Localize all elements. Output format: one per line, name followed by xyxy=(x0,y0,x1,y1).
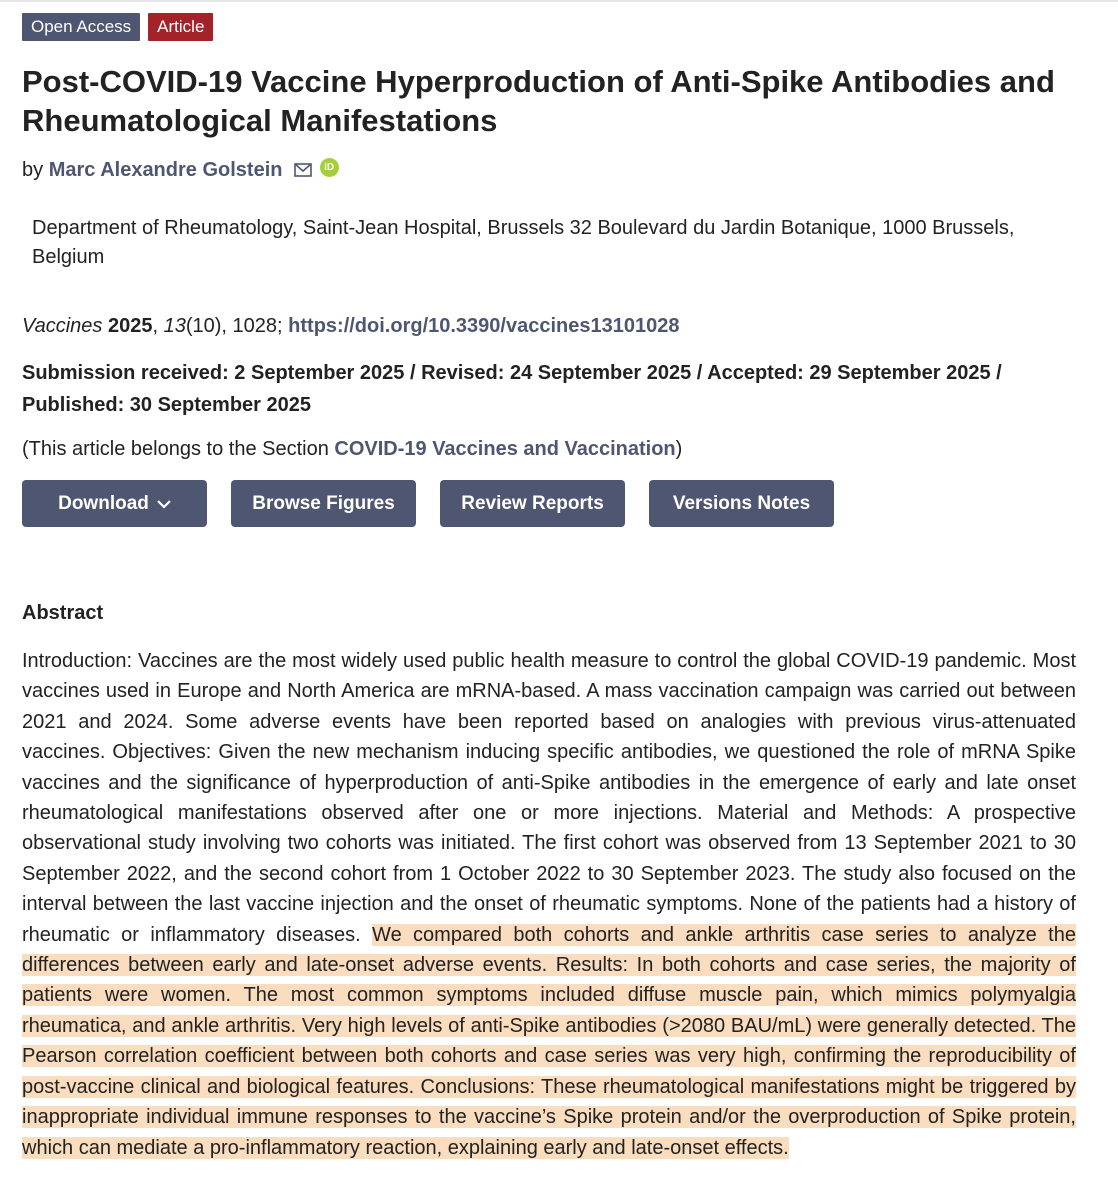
mail-icon[interactable] xyxy=(294,156,312,186)
citation: Vaccines 2025, 13(10), 1028; https://doi.org/10.3390/vaccines13101028 xyxy=(22,315,680,337)
article-type-badge[interactable]: Article xyxy=(148,13,213,41)
abstract-text-plain: Introduction: Vaccines are the most widely used public health measure to control the global COVID-19 pandemic. Most vaccines used in Europe and North America are mRNA-based. A mass vaccination campaign was carried out between 2021 and 2024. Some adverse events have been reported based on analogies with previous virus-attenuated vaccines. Objectives: Given the new mechanism inducing specific antibodies, we questioned the role of mRNA Spike vaccines and the significance of hyperproduction of anti-Spike antibodies in the emergence of early and late onset rheumatological manifestations observed after one or more injections. Material and Methods: A prospective observational study involving two cohorts was initiated. The first cohort was observed from 13 September 2021 to 30 September 2022, and the second cohort from 1 October 2022 to 30 September 2023. The study also focused on the interval between the last vaccine injection and the onset of rheumatic symptoms. None of the patients had a history of rheumatic or inflammatory diseases. xyxy=(22,650,1076,946)
versions-notes-button[interactable] xyxy=(649,480,834,527)
citation-volume: 13 xyxy=(163,315,186,337)
browse-figures-button[interactable] xyxy=(231,480,416,527)
section-suffix: ) xyxy=(675,438,683,460)
section-link[interactable]: COVID-19 Vaccines and Vaccination xyxy=(334,438,676,460)
review-reports-button[interactable] xyxy=(440,480,625,527)
download-button[interactable] xyxy=(22,480,207,527)
section-prefix: (This article belongs to the Section xyxy=(22,438,335,460)
top-divider xyxy=(0,0,1118,2)
chevron-down-icon xyxy=(157,493,171,515)
article-title: Post-COVID-19 Vaccine Hyperproduction of Anti-Spike Antibodies and Rheumatological Manifestations xyxy=(22,64,1055,138)
article-badges xyxy=(22,13,213,41)
abstract-text-highlighted: We compared both cohorts and ankle arthritis case series to analyze the differences between early and late-onset adverse events. Results: In both cohorts and case series, the majority of patients were women. The most common symptoms included diffuse muscle pain, which mimics polymyalgia rheumatica, and ankle arthritis. Very high levels of anti-Spike antibodies (>2080 BAU/mL) were generally detected. The Pearson correlation coefficient between both cohorts and case series was very high, confirming the reproducibility of post-vaccine clinical and biological features. Conclusions: These rheumatological manifestations might be triggered by inappropriate individual immune responses to the vaccine’s Spike protein and/or the overproduction of Spike protein, which can mediate a pro-inflammatory reaction, explaining early and late-onset effects. xyxy=(22,923,1076,1159)
abstract-text xyxy=(22,646,1076,1163)
versions-notes-label: Versions Notes xyxy=(672,492,811,514)
section-note xyxy=(22,434,682,464)
browse-figures-label: Browse Figures xyxy=(252,492,395,514)
byline-prefix: by xyxy=(22,159,44,181)
journal-name: Vaccines xyxy=(22,315,103,337)
publication-dates: Submission received: 2 September 2025 / Revised: 24 September 2025 / Accepted: 29 September 2025 / Published: 30 September 2025 xyxy=(22,362,1002,416)
byline xyxy=(22,155,339,186)
citation-issue-pages: (10), 1028; xyxy=(185,315,283,337)
download-button-label: Download xyxy=(58,492,149,514)
open-access-badge[interactable]: Open Access xyxy=(22,13,140,41)
review-reports-label: Review Reports xyxy=(461,492,604,514)
abstract-heading: Abstract xyxy=(22,602,104,624)
orcid-icon[interactable]: iD xyxy=(320,158,339,177)
citation-year: 2025 xyxy=(107,315,153,337)
author-affiliation: Department of Rheumatology, Saint-Jean Hospital, Brussels 32 Boulevard du Jardin Botanique, 1000 Brussels, Belgium xyxy=(32,217,1015,268)
author-link[interactable]: Marc Alexandre Golstein xyxy=(48,159,283,181)
doi-link[interactable]: https://doi.org/10.3390/vaccines13101028 xyxy=(288,315,680,337)
